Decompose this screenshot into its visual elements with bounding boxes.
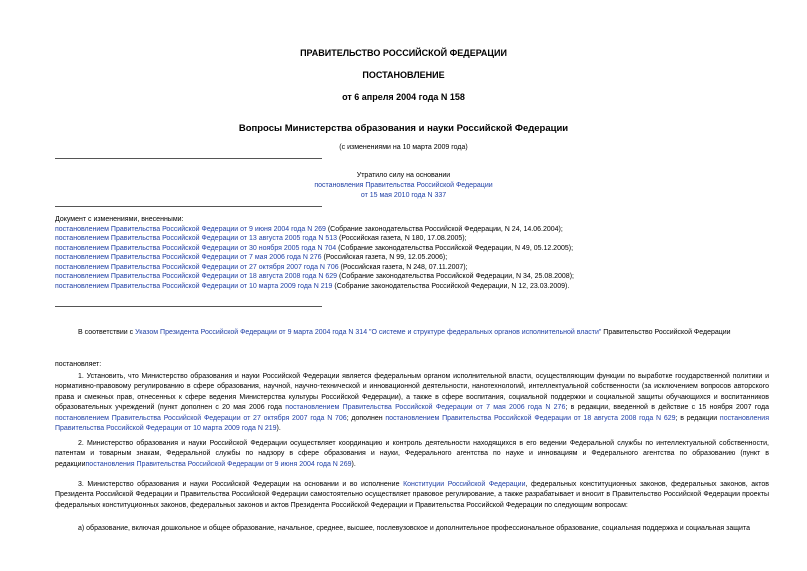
amendment-source: (Собрание законодательства Российской Федерации, N 34, 25.08.2008);	[337, 273, 574, 280]
clause-1	[55, 372, 769, 434]
document-title: Вопросы Министерства образования и науки Российской Федерации	[238, 123, 569, 134]
amendment-item	[55, 244, 775, 254]
clause-1-link-219[interactable]: постановления Правительства Российской Федерации от 10 марта 2009 года N 219	[55, 414, 769, 433]
void-notice-link-line1[interactable]	[0, 181, 807, 190]
amendment-item	[55, 225, 775, 235]
government-heading: ПРАВИТЕЛЬСТВО РОССИЙСКОЙ ФЕДЕРАЦИИ	[300, 48, 507, 58]
divider	[55, 206, 322, 207]
amendment-item	[55, 234, 775, 244]
amendment-source: (Российская газета, N 180, 17.08.2005);	[337, 235, 467, 242]
clause-1-link-629[interactable]: постановлением Правительства Российской Федерации от 18 августа 2008 года N 629	[385, 414, 676, 422]
amendment-source: (Собрание законодательства Российской Федерации, N 24, 14.06.2004);	[325, 225, 563, 233]
clause-3	[55, 480, 769, 511]
clause-2-text-2: ).	[351, 460, 356, 468]
amendment-source: (Собрание законодательства Российской Федерации, N 12, 23.03.2009).	[332, 282, 570, 290]
divider	[55, 158, 322, 159]
clause-1-text: 1. Установить, что Министерство образования и науки Российской Федерации является федеральным органом исполнительной власти, осуществляющим функции по выработке государственной политики и нормативно-правовому регулированию в сфере образования, научной, научно-технической и инновационной деятельности, нанотехнологий, интеллектуальной собственности (за исключением вопросов авторского права и смежных прав, отнесенных к сфере ведения Министерства культуры Российской Федерации), а также в сфере воспитания, социальной поддержки и социальной защиты обучающихся и воспитанников образовательных учреждений (пункт дополнен с 20 мая 2006 года	[55, 373, 769, 412]
amendment-source: (Российская газета, N 99, 12.05.2006);	[321, 254, 448, 261]
document-date-number: от 6 апреля 2004 года N 158	[342, 92, 465, 102]
amendment-link[interactable]: постановлением Правительства Российской Федерации от 30 ноября 2005 года N 704	[55, 244, 337, 252]
clause-1-text-2: ; в редакции, введенной в действие с 15 ноября 2007 года	[565, 404, 769, 412]
amendment-link[interactable]: постановлением Правительства Российской Федерации от 27 октября 2007 года N 706	[55, 263, 339, 271]
amendment-item	[55, 282, 775, 292]
clause-3a	[55, 524, 769, 534]
amendment-link[interactable]: постановлением Правительства Российской Федерации от 18 августа 2008 года N 629	[55, 273, 338, 280]
amendment-item	[55, 253, 775, 263]
clause-2-link-269[interactable]: постановления Правительства Российской Федерации от 9 июня 2004 года N 269	[85, 460, 352, 468]
clause-2	[55, 439, 769, 470]
amendment-source: (Российская газета, N 248, 07.11.2007);	[338, 263, 468, 271]
constitution-link[interactable]: Конституции Российской Федерации	[403, 481, 526, 488]
clause-1-text-5: ).	[276, 425, 281, 433]
clause-1-text-3: ; дополнен	[346, 414, 386, 422]
divider	[55, 306, 322, 307]
clause-2-text: 2. Министерство образования и науки Российской Федерации осуществляет координацию и контроль деятельности находящихся в его ведении Федеральной службы по интеллектуальной собственности, патентам и товарным знакам, Федеральной службы по надзору в сфере образования и науки, Федерального агентства по науке и инновациям и Федерального агентства по образованию (пункт в редакции	[55, 440, 769, 468]
amendments-note: (с изменениями на 10 марта 2009 года)	[339, 144, 468, 151]
clause-1-link-706[interactable]: постановлением Правительства Российской Федерации от 27 октября 2007 года N 706	[55, 414, 347, 422]
amended-by-block	[55, 215, 775, 291]
clause-1-text-4: ; в редакции	[675, 414, 720, 422]
presidential-decree-link[interactable]: Указом Президента Российской Федерации от 9 марта 2004 года N 314 "О системе и структуре федеральных органов исполнительной власти"	[135, 329, 602, 336]
amendment-item	[55, 272, 775, 282]
preamble-text-end: Правительство Российской Федерации	[601, 329, 731, 336]
amendment-link[interactable]: постановлением Правительства Российской Федерации от 7 мая 2006 года N 276	[55, 254, 322, 261]
clause-3a-text: а) образование, включая дошкольное и общее образование, начальное, среднее, высшее, послевузовское и дополнительное профессиональное образование, социальная поддержка и социальная защита	[78, 525, 750, 532]
resolves	[55, 360, 769, 370]
void-notice-link-line2[interactable]	[0, 191, 807, 200]
void-notice-link[interactable]: постановления Правительства Российской Федерации	[314, 182, 493, 189]
amendment-link[interactable]: постановлением Правительства Российской Федерации от 9 июня 2004 года N 269	[55, 225, 326, 233]
amendment-item	[55, 263, 775, 273]
clause-1-link-276[interactable]: постановлением Правительства Российской Федерации от 7 мая 2006 года N 276	[285, 404, 566, 412]
void-notice-text: Утратило силу на основании	[356, 172, 451, 179]
clause-3-text-2: , федеральных конституционных законов, федеральных законов, актов Президента Российской Федерации и Правительства Российской Федерации самостоятельно осуществляет правовое регулирование, а также разрабатывает и вносит в Правительство Российской Федерации проекты федеральных конституционных законов, федеральных законов и актов Президента Российской Федерации и Правительства Российской Федерации по следующим вопросам:	[55, 481, 770, 509]
amendment-source: (Собрание законодательства Российской Федерации, N 49, 05.12.2005);	[336, 244, 574, 252]
amendment-link[interactable]: постановлением Правительства Российской Федерации от 10 марта 2009 года N 219	[55, 282, 333, 290]
void-notice-link-date[interactable]: от 15 мая 2010 года N 337	[360, 192, 447, 199]
preamble-text: В соответствии с	[78, 329, 136, 336]
amended-by-intro: Документ с изменениями, внесенными:	[55, 216, 184, 223]
clause-3-text: 3. Министерство образования и науки Российской Федерации на основании и во исполнение	[78, 481, 404, 488]
resolves-text: постановляет:	[55, 361, 102, 368]
document-type: ПОСТАНОВЛЕНИЕ	[362, 70, 445, 80]
amendment-link[interactable]: постановлением Правительства Российской Федерации от 13 августа 2005 года N 513	[55, 235, 338, 242]
preamble	[55, 328, 769, 338]
